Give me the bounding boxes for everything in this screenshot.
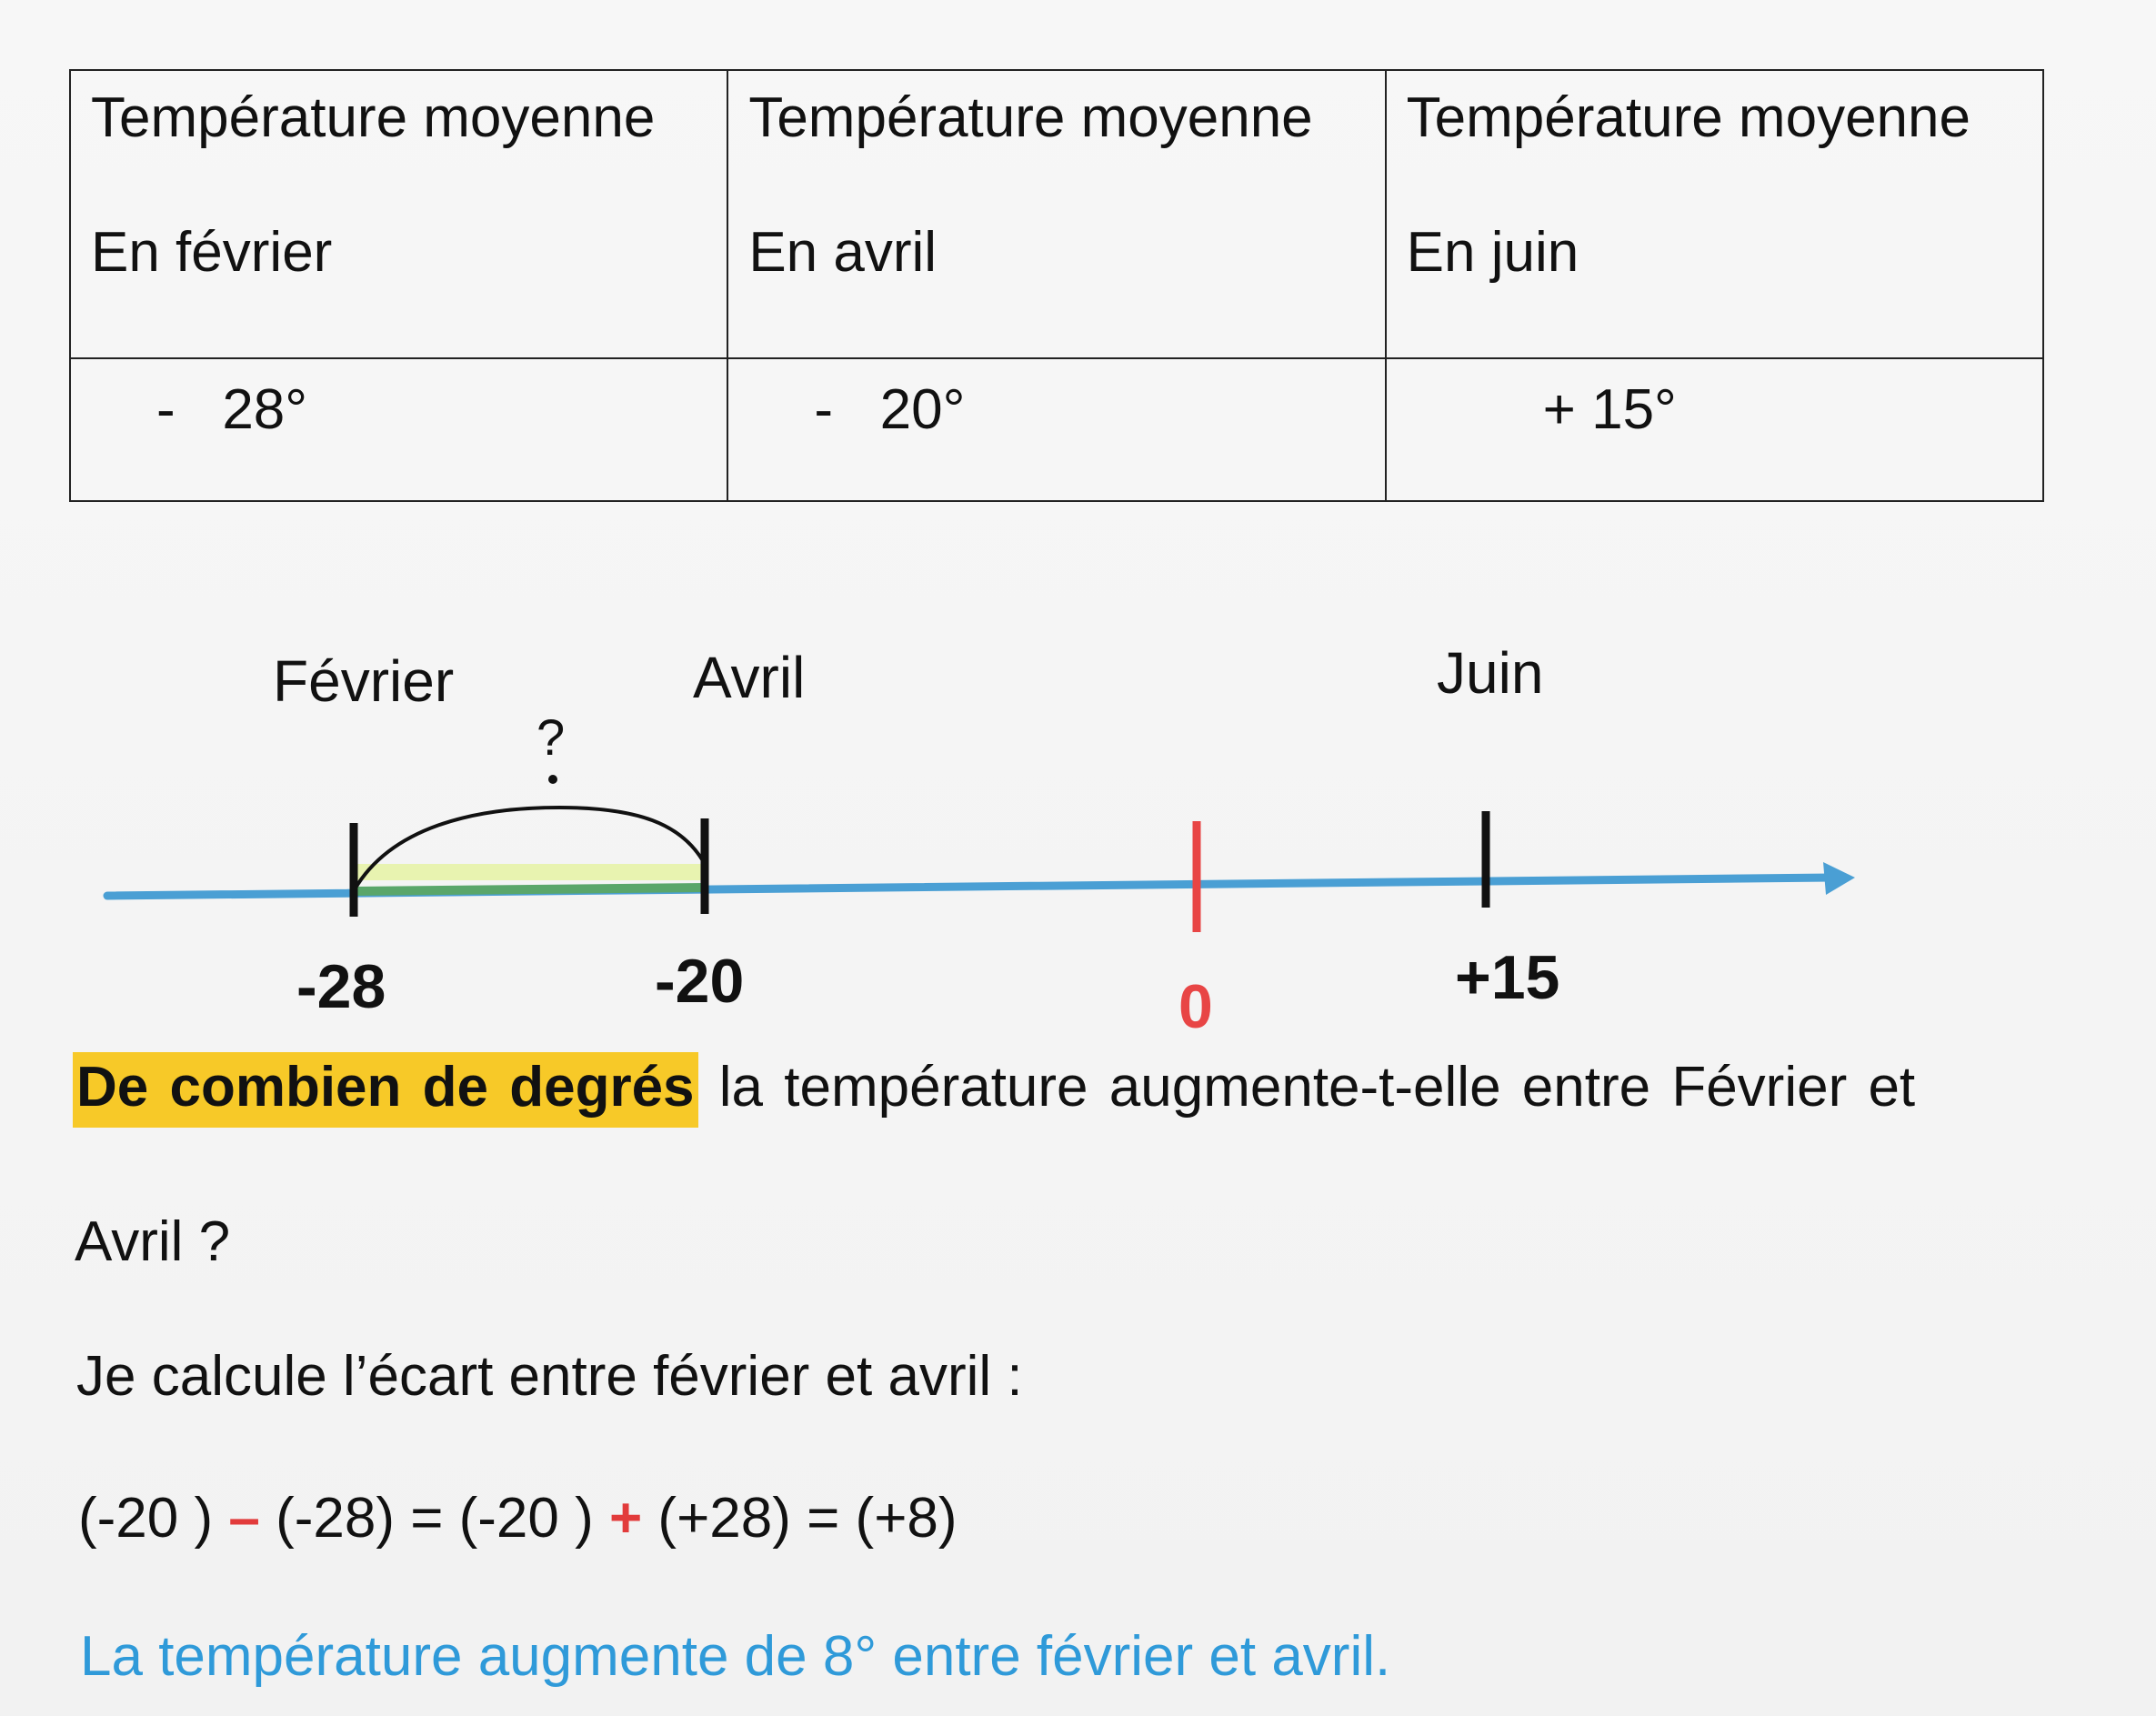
question-line-1 [73,1055,1915,1119]
equation-part-2: (-28) = (-20 ) [259,1487,609,1550]
header-month: En février [91,221,333,284]
question-line-2: Avril ? [75,1210,231,1273]
interval-segment [355,888,705,891]
minus-operator: – [228,1487,260,1550]
temperature-value: + 15° [1542,378,1677,441]
header-month: En avril [748,221,938,284]
question-mark: ? [536,708,566,766]
equation-part-1: (-20 ) [78,1487,229,1550]
temperature-value: - 20° [814,378,966,441]
segment-highlight [355,864,705,880]
header-title: Température moyenne [1406,86,1970,149]
tick-label-minus-28: -28 [296,952,386,1021]
question-text: la température augmente-t-elle entre Février et [697,1056,1916,1119]
tick-label-zero: 0 [1178,972,1213,1041]
calculation-intro: Je calcule l’écart entre février et avril : [76,1345,1023,1408]
question-highlight: De combien de degrés [73,1052,698,1128]
tick-label-minus-20: -20 [655,947,745,1016]
month-label-june: Juin [1437,640,1544,706]
answer-sentence: La température augmente de 8° entre février et avril. [80,1625,1391,1688]
header-title: Température moyenne [91,86,656,149]
header-title: Température moyenne [748,86,1313,149]
month-label-february: Février [273,648,455,714]
tick-label-plus-15: +15 [1455,943,1560,1012]
plus-operator: + [608,1487,643,1550]
temperature-value: - 28° [156,378,308,441]
month-label-april: Avril [693,645,806,710]
header-month: En juin [1406,221,1579,284]
equation [78,1486,958,1550]
question-dot [548,775,557,784]
axis-arrow-head [1823,862,1855,895]
equation-part-3: (+28) = (+8) [642,1487,958,1550]
